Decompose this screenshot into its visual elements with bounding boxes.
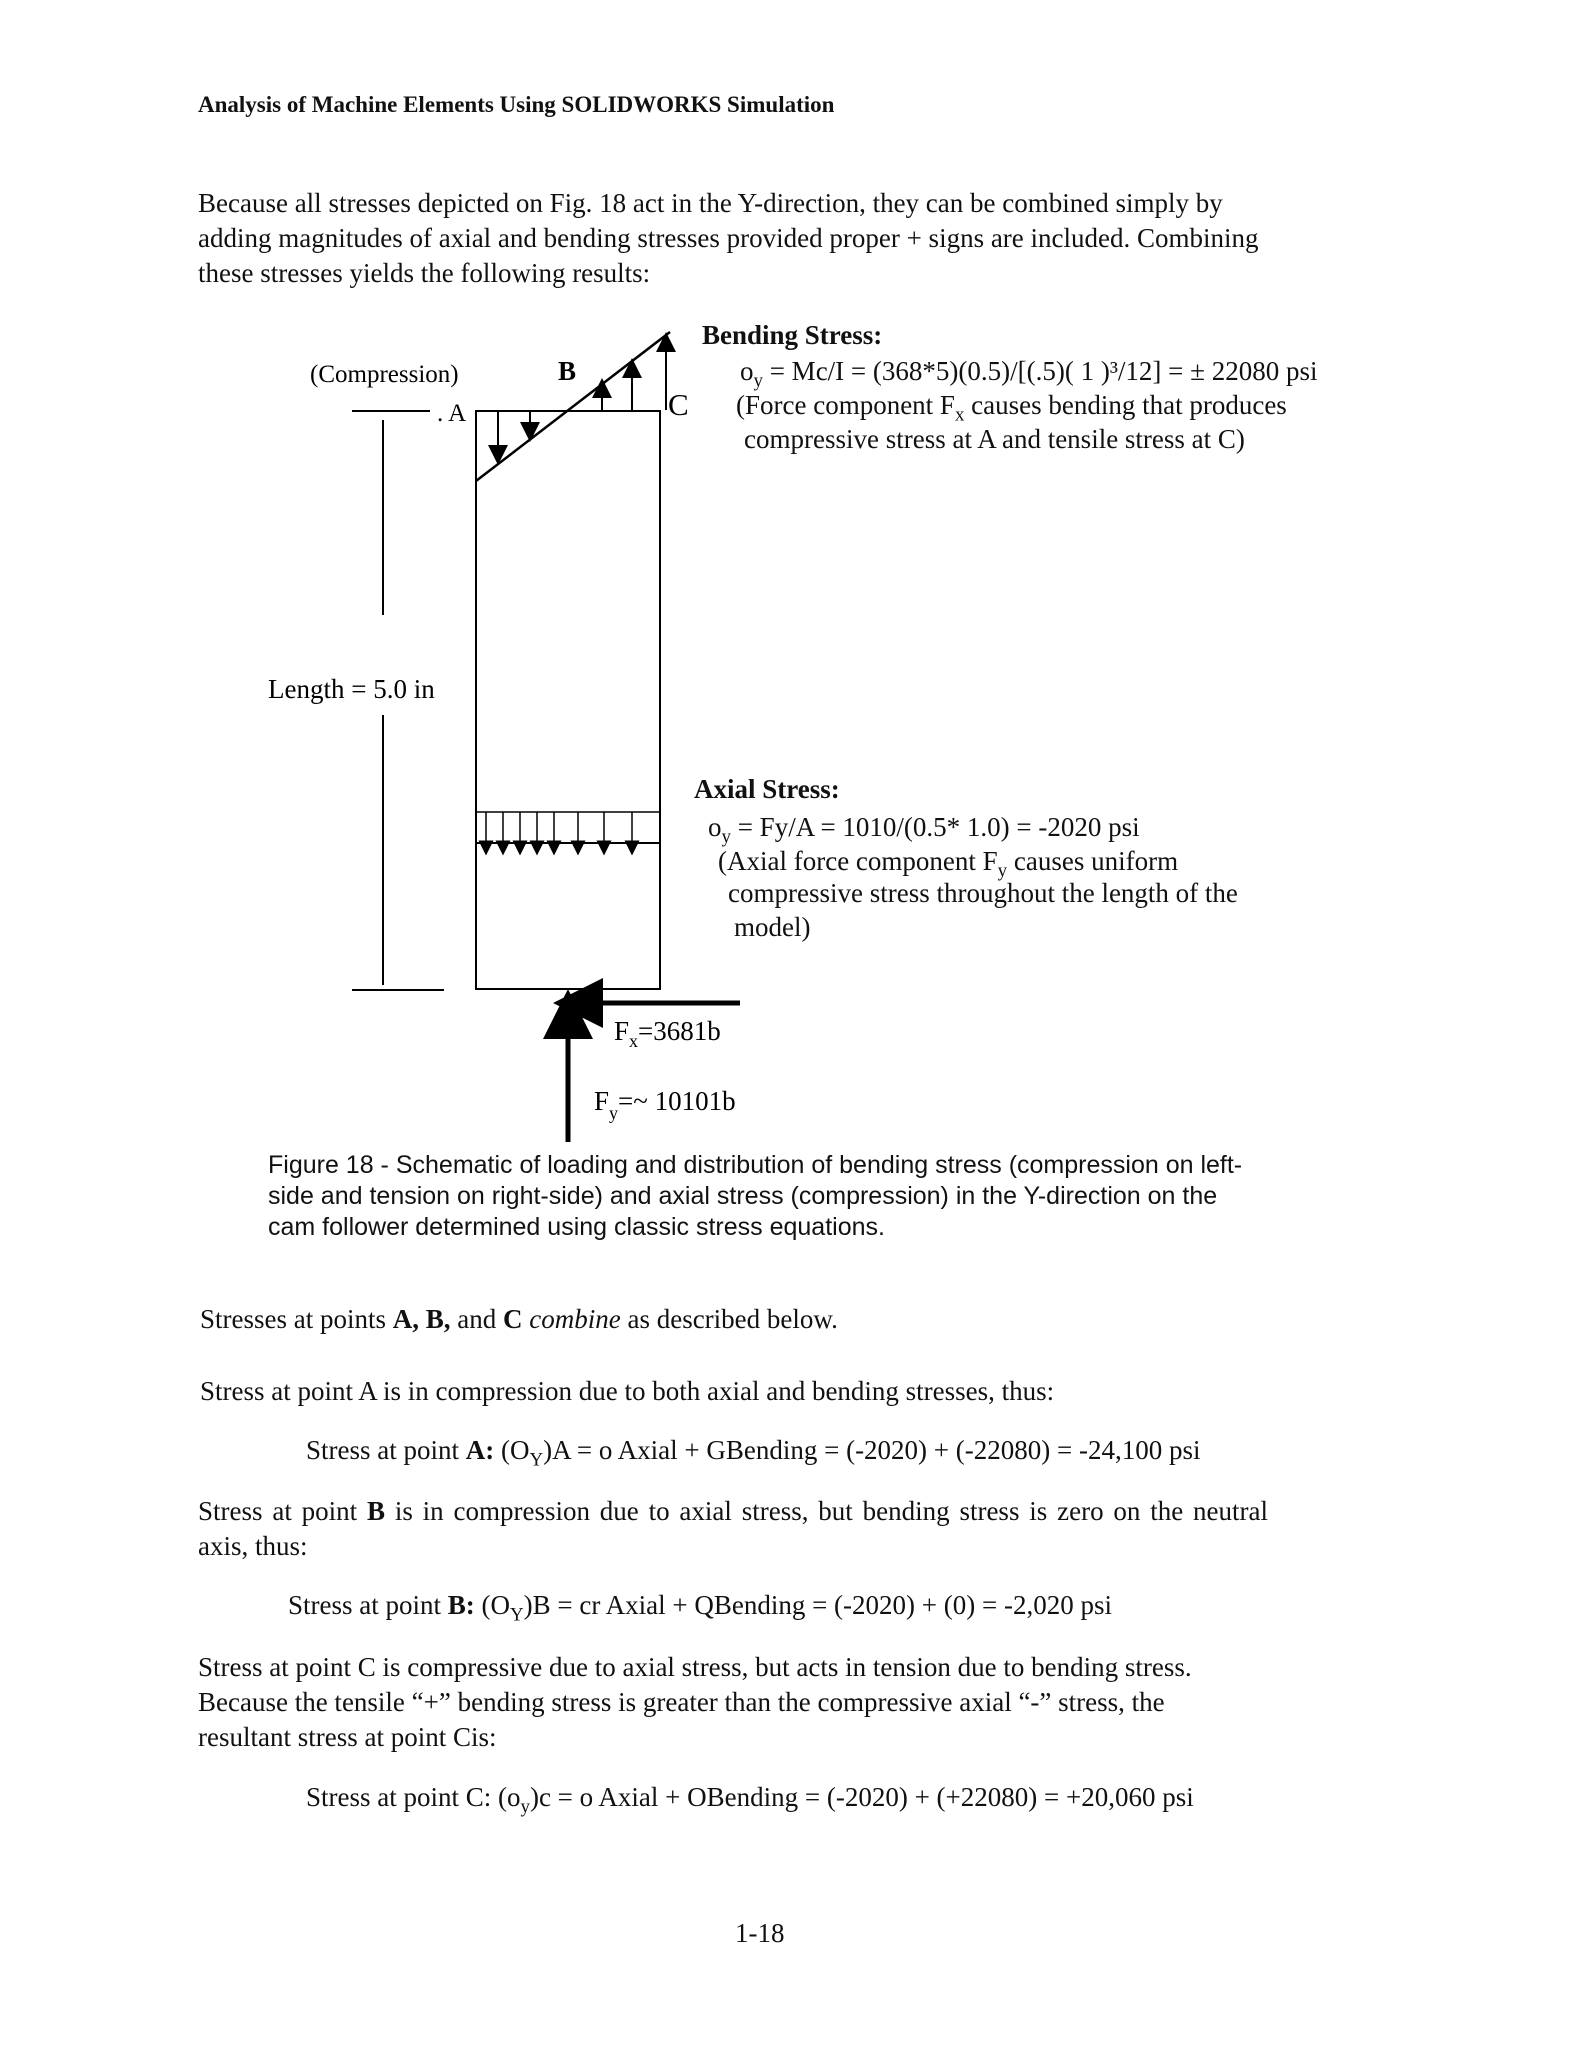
point-a-eq-rhs: )A = o Axial + GBending = (-2020) + (-22080) = -24,100 psi [543,1435,1201,1465]
axial-note-1b: causes uniform [1007,846,1179,876]
bending-stress-title: Bending Stress: [702,320,883,350]
force-fy-value: =~ 10101b [618,1086,736,1116]
combine-sentence [200,1304,838,1335]
force-fx-symbol: F [614,1016,630,1046]
combine-post: as described below. [620,1304,838,1334]
point-c-eq-sub: y [520,1796,530,1818]
force-fy-label [594,1086,736,1123]
page-number: 1-18 [735,1918,785,1948]
point-c-equation [306,1782,1194,1818]
point-b-eq-bold: B: [447,1590,475,1620]
figure-caption: Figure 18 - Schematic of loading and distribution of bending stress (compression on left-side and tension on right-side) and axial stress (compression) in the Y-direction on the cam follower determined using classic stress equations. [268,1151,1243,1241]
bending-eq-rhs: = Mc/I = (368*5)(0.5)/[(.5)( 1 )³/12] = ± 22080 psi [762,356,1318,386]
cam-follower-body [476,411,660,989]
running-header: Analysis of Machine Elements Using SOLIDWORKS Simulation [198,92,835,117]
force-fx-label [614,1016,721,1051]
force-fy-subscript: y [609,1103,619,1123]
bending-stress-note-2: compressive stress at A and tensile stress at C) [744,424,1245,454]
point-b-eq-lhs: (O [474,1590,510,1620]
bending-note-1b: causes bending that produces [964,390,1287,420]
combine-mid: and [450,1304,503,1334]
bending-note-sub: x [954,404,965,426]
point-b-text-bold: B [366,1496,385,1526]
point-b-eq-sub: Y [510,1604,524,1626]
force-fy-symbol: F [594,1086,610,1116]
point-b-eq-rhs: )B = cr Axial + QBending = (-2020) + (0) = -2,020 psi [523,1590,1112,1620]
label-point-b: B [558,356,577,386]
combine-pre: Stresses at points [200,1304,393,1334]
length-label: Length = 5.0 in [268,674,435,704]
axial-stress-title: Axial Stress: [694,774,840,804]
label-compression: (Compression) [310,361,459,388]
axial-eq-sub: y [721,826,731,848]
point-c-eq-rhs: )c = o Axial + OBending = (-2020) + (+22080) = +20,060 psi [529,1782,1194,1812]
point-b-text [198,1494,1268,1564]
axial-eq-rhs: = Fy/A = 1010/(0.5* 1.0) = -2020 psi [730,812,1140,842]
point-c-text: Stress at point C is compressive due to axial stress, but acts in tension due to bending stress. Because the tensile “+” bending stress is greater than the compressive axial “-” stress, the resultant stress at point Cis: [198,1652,1192,1752]
point-b-text-pre: Stress at point [198,1496,367,1526]
axial-eq-lhs: o [708,812,722,842]
point-a-text: Stress at point A is in compression due to both axial and bending stresses, thus: [200,1376,1055,1406]
point-a-eq-sub: Y [529,1449,544,1471]
point-b-eq-pre: Stress at point [288,1590,448,1620]
force-fx-value: =3681b [638,1016,721,1046]
label-point-c: C [668,387,689,422]
bending-stress-profile [476,332,670,481]
combine-bold2: C [503,1304,523,1334]
point-b-equation [288,1590,1112,1626]
point-a-eq-pre: Stress at point [306,1435,466,1465]
force-fx-subscript: x [629,1031,639,1051]
point-a-eq-bold: A: [465,1435,495,1465]
point-c-eq-pre: Stress at point C: (o [306,1782,521,1812]
axial-stress-note-3: model) [734,912,811,942]
bending-note-1a: (Force component F [736,390,955,420]
bending-eq-sub: y [753,370,763,392]
point-a-eq-lhs: (O [494,1435,530,1465]
point-b-text-post: is in compression due to axial stress, but bending stress is zero on the neutral axis, thus: [198,1496,1269,1561]
combine-italic: combine [529,1304,621,1334]
axial-stress-note-2: compressive stress throughout the length of the [728,878,1238,908]
label-point-a: . A [437,400,467,427]
bending-eq-lhs: o [740,356,754,386]
combine-bold: A, B, [392,1304,451,1334]
intro-paragraph: Because all stresses depicted on Fig. 18 act in the Y-direction, they can be combined simply by adding magnitudes of axial and bending stresses provided proper + signs are included. Combining these stresses yields the following results: [198,188,1259,288]
point-a-equation [306,1435,1200,1471]
axial-note-sub: y [997,860,1008,882]
axial-note-1a: (Axial force component F [718,846,998,876]
